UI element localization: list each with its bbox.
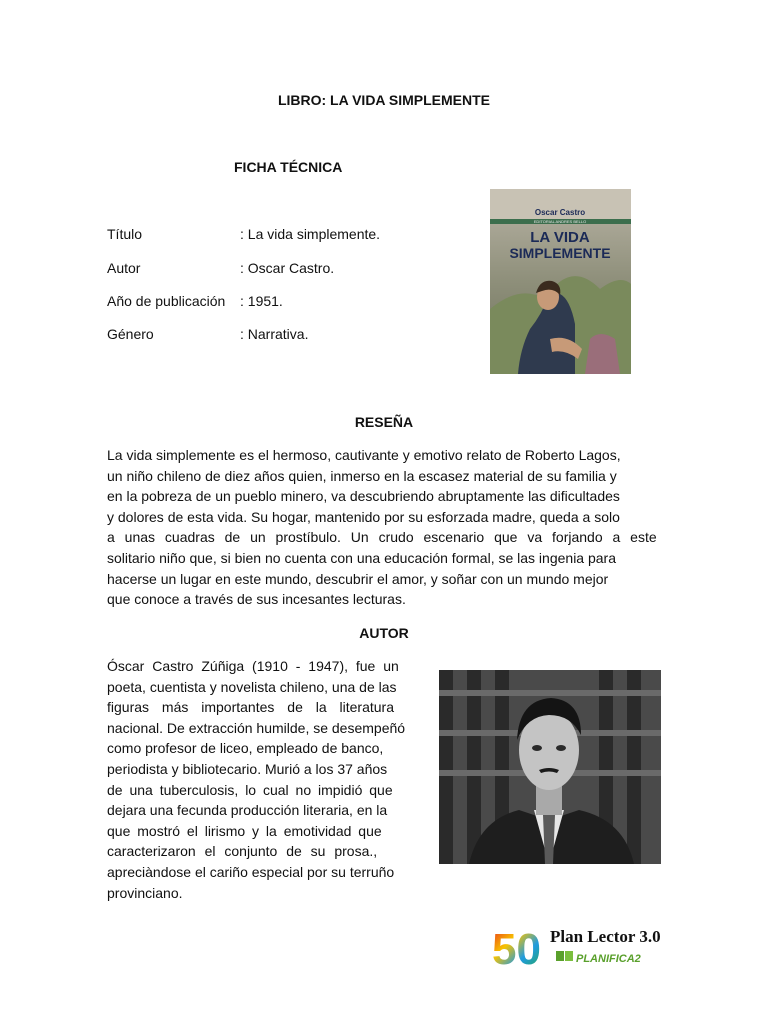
autor-line: de una tuberculosis, lo cual no impidió que [107, 781, 393, 798]
resena-heading: RESEÑA [354, 414, 414, 430]
ficha-value-autor: : Oscar Castro. [240, 260, 335, 276]
ficha-label-autor: Autor [107, 260, 141, 276]
logo-brand: PLANIFICA2 [576, 953, 641, 965]
autor-line: dejara una fecunda producción literaria, en la [107, 802, 388, 819]
resena-line: y dolores de esta vida. Su hogar, mantenido por su esforzada madre, queda a solo [107, 508, 620, 525]
document-title: LIBRO: LA VIDA SIMPLEMENTE [277, 92, 491, 108]
autor-line: como profesor de liceo, empleado de banco, [107, 740, 384, 757]
autor-line: caracterizaron el conjunto de su prosa., [107, 843, 378, 860]
autor-line: provinciano. [107, 884, 183, 901]
book-icon [556, 951, 573, 961]
resena-line: que conoce a través de sus incesantes lecturas. [107, 591, 406, 608]
ficha-label-anio: Año de publicación [107, 293, 226, 309]
ficha-value-anio: : 1951. [240, 293, 283, 309]
autor-line: poeta, cuentista y novelista chileno, una de las [107, 678, 397, 695]
cover-title-line1: LA VIDA [530, 229, 590, 246]
resena-line: a unas cuadras de un prostíbulo. Un crudo escenario que va forjando a este [107, 529, 657, 546]
cover-series: EDITORIAL ANDRES BELLO [533, 219, 587, 224]
resena-line: solitario niño que, si bien no cuenta con una educación formal, se las ingenia para [107, 549, 616, 566]
author-portrait-image [439, 670, 661, 864]
autor-line: figuras más importantes de la literatura [107, 699, 394, 716]
logo-text: Plan Lector 3.0 [550, 927, 661, 946]
autor-line: Óscar Castro Zúñiga (1910 - 1947), fue un [107, 658, 399, 674]
ficha-value-titulo: : La vida simplemente. [240, 226, 381, 242]
resena-line: hacerse un lugar en este mundo, descubrir el amor, y soñar con un mundo mejor [107, 570, 609, 587]
plan-lector-logo [490, 922, 690, 972]
autor-line: nacional. De extracción humilde, se desempeñó [107, 719, 406, 736]
cover-title-line2: SIMPLEMENTE [509, 245, 611, 261]
autor-line: apreciàndose el cariño especial por su terruño [107, 863, 395, 880]
ficha-value-genero: : Narrativa. [240, 326, 309, 342]
autor-paragraph [107, 656, 427, 903]
resena-line: La vida simplemente es el hermoso, cautivante y emotivo relato de Roberto Lagos, [107, 447, 621, 463]
logo-number: 50 [492, 925, 541, 972]
resena-line: un niño chileno de diez años quien, inmerso en la escasez material de su familia y [107, 467, 617, 484]
ficha-heading: FICHA TÉCNICA [234, 159, 343, 175]
resena-line: en la pobreza de un pueblo minero, va descubriendo abruptamente las dificultades [107, 488, 620, 505]
autor-heading: AUTOR [359, 625, 409, 641]
ficha-label-genero: Género [107, 326, 154, 342]
cover-author: Oscar Castro [534, 208, 586, 217]
book-cover-image [490, 189, 631, 374]
resena-paragraph [107, 445, 661, 610]
autor-line: periodista y bibliotecario. Murió a los 37 años [107, 760, 388, 777]
ficha-label-titulo: Título [107, 226, 143, 242]
autor-line: que mostró el lirismo y la emotividad que [107, 822, 382, 839]
